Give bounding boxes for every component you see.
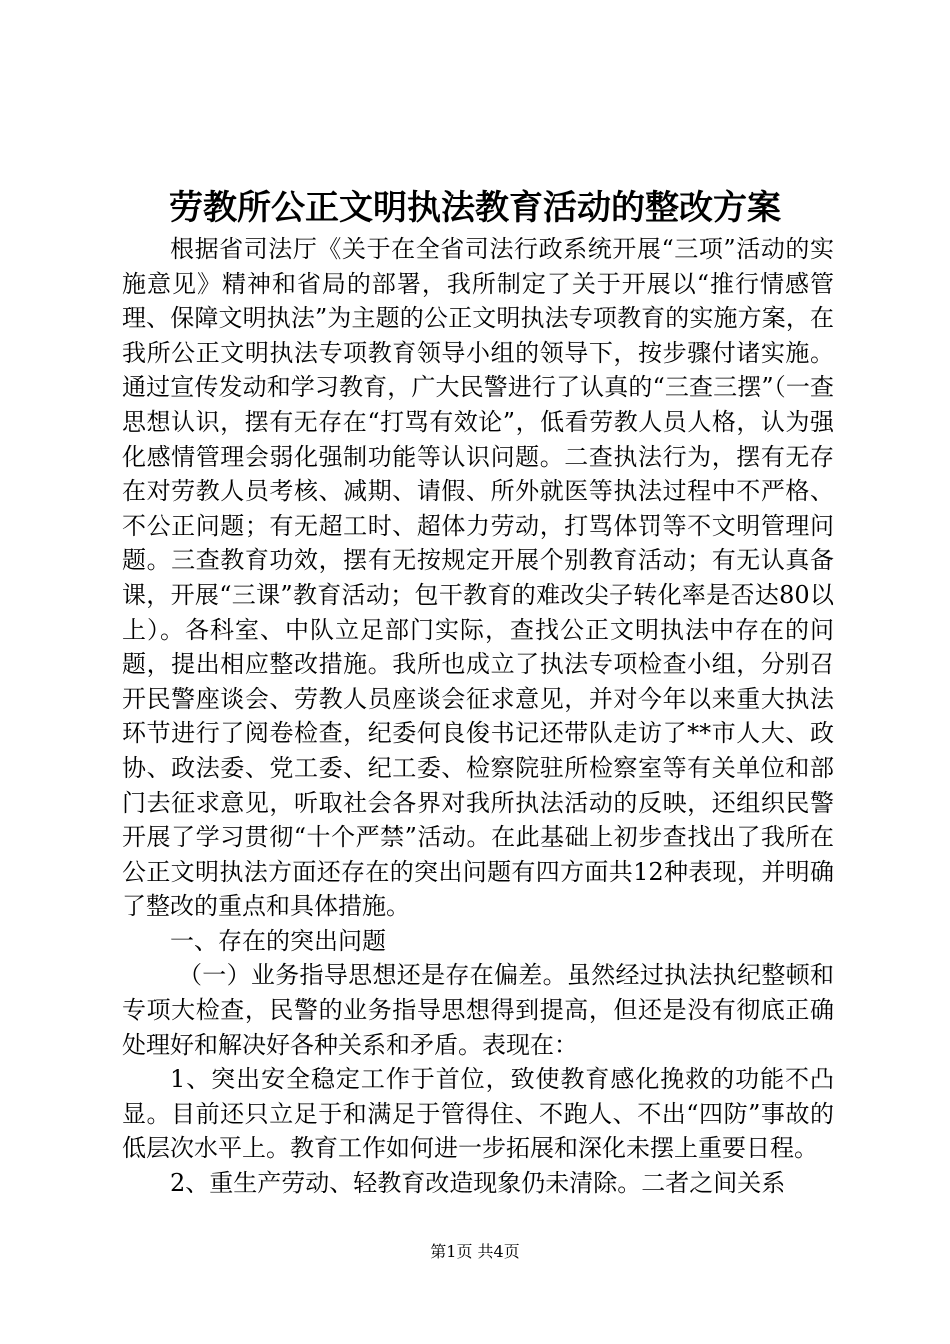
paragraph-intro: 根据省司法厅《关于在全省司法行政系统开展“三项”活动的实施意见》精神和省局的部署，我所制定了关于开展以“推行情感管理、保障文明执法”为主题的公正文明执法专项教育的实施方案，在我所公正文明执法专项教育领导小组的领导下，按步骤付诸实施。通过宣传发动和学习教育，广大民警进行了认真的“三查三摆”（一查思想认识，摆有无存在“打骂有效论”，低看劳教人员人格，认为强化感情管理会弱化强制功能等认识问题。二查执法行为，摆有无存在对劳教人员考核、减期、请假、所外就医等执法过程中不严格、不公正问题；有无超工时、超体力劳动，打骂体罚等不文明管理问题。三查教育功效，摆有无按规定开展个别教育活动；有无认真备课，开展“三课”教育活动；包干教育的难改尖子转化率是否达80以上）。各科室、中队立足部门实际，查找公正文明执法中存在的问题，提出相应整改措施。我所也成立了执法专项检查小组，分别召开民警座谈会、劳教人员座谈会征求意见，并对今年以来重大执法环节进行了阅卷检查，纪委何良俊书记还带队走访了**市人大、政协、政法委、党工委、纪工委、检察院驻所检察室等有关单位和部门去征求意见，听取社会各界对我所执法活动的反映，还组织民警开展了学习贯彻“十个严禁”活动。在此基础上初步查找出了我所在公正文明执法方面还存在的突出问题有四方面共12种表现，并明确了整改的重点和具体措施。	[122, 235, 834, 921]
document-title: 劳教所公正文明执法教育活动的整改方案	[169, 188, 781, 228]
section-heading-1: 一、存在的突出问题	[170, 926, 386, 955]
list-item-1: 1、突出安全稳定工作于首位，致使教育感化挽救的功能不凸显。目前还只立足于和满足于管得住、不跑人、不出“四防”事故的低层次水平上。教育工作如何进一步拓展和深化未摆上重要日程。	[122, 1065, 834, 1163]
subsection-heading-1: （一）业务指导思想还是存在偏差。虽然经过执法执纪整顿和专项大检查，民警的业务指导思想得到提高，但还是没有彻底正确处理好和解决好各种关系和矛盾。表现在：	[122, 961, 834, 1059]
document-body	[122, 232, 834, 1201]
page-footer: 第1页 共4页	[430, 1242, 520, 1261]
list-item-2: 2、重生产劳动、轻教育改造现象仍未清除。二者之间关系	[170, 1169, 786, 1198]
